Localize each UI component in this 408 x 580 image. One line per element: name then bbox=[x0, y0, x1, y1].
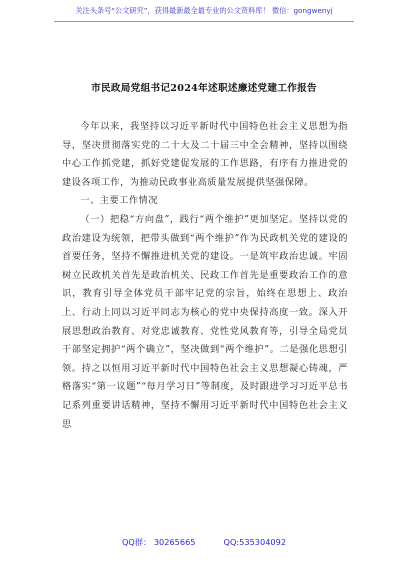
footer-contact bbox=[0, 537, 408, 548]
header-divider bbox=[54, 21, 354, 22]
qq-group: QQ群： 30265665 bbox=[121, 537, 196, 547]
intro-paragraph: 今年以来，我坚持以习近平新时代中国特色社会主义思想为指导，坚决贯彻落实党的二十大及二十届三中全会精神，坚持以围绕中心工作抓党建，抓好党建促发展的工作思路，有序有力推进党的建设各项工作，为推动民政事业高质量发展提供坚强保障。 bbox=[62, 121, 348, 188]
body-paragraph: （一）把稳“方向盘”，践行“两个维护”更加坚定。坚持以党的政治建设为统领，把带头做到“两个维护”作为民政机关党的建设的首要任务，坚持不懈推进机关党的建设。一是筑牢政治忠诚。牢固树立民政机关首先是政治机关、民政工作首先是重要政治工作的意识，教育引导全体党员干部牢记党的宗旨，始终在思想上、政治上、行动上同以习近平同志为核心的党中央保持高度一致。深入开展思想政治教育、对党忠诚教育、党性党风教育等，引导全局党员干部坚定拥护“两个确立”，坚决做到“两个维护”。二是强化思想引领。持之以恒用习近平新时代中国特色社会主义思想凝心铸魂，严格落实“第一议题”“每月学习日”等制度，及时跟进学习习近平总书记系列重要讲话精神，坚持不懈用习近平新时代中国特色社会主义思 bbox=[62, 213, 348, 430]
section-heading: 一、主要工作情况 bbox=[80, 195, 158, 207]
qq-number: QQ:535304092 bbox=[223, 537, 287, 547]
header-notice: 关注头条号“公文研究”，获得最新最全最专业的公文资料库！ 微信：gongwenyj bbox=[75, 6, 333, 15]
document-body bbox=[62, 118, 348, 434]
document-title: 市民政局党组书记2024年述职述廉述党建工作报告 bbox=[91, 83, 317, 94]
